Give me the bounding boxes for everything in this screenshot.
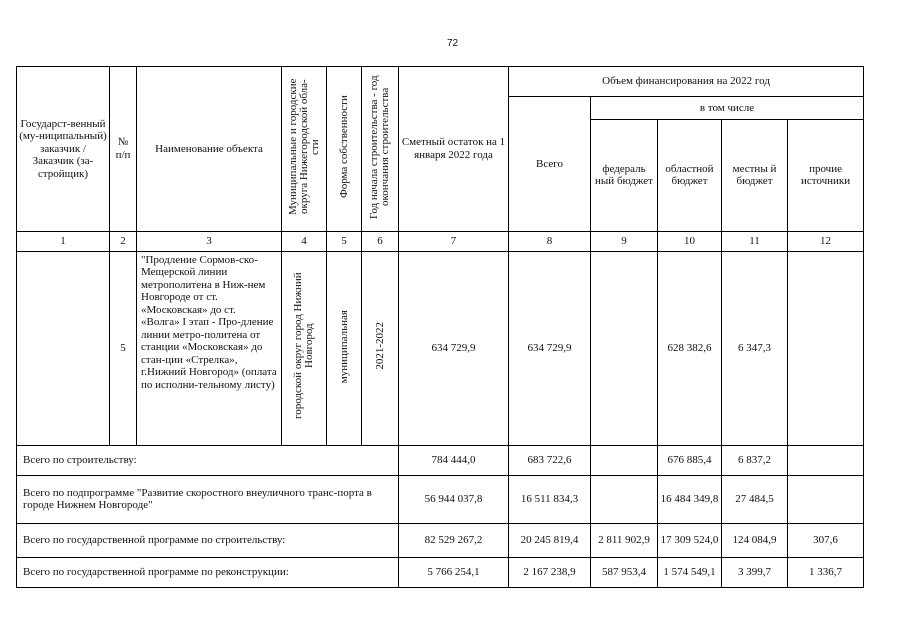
- object-ownership-cell: [327, 251, 362, 445]
- summary-remainder: 784 444,0: [399, 445, 509, 475]
- object-total: 634 729,9: [509, 251, 591, 445]
- col-number: 5: [327, 231, 362, 251]
- summary-regional: 676 885,4: [658, 445, 722, 475]
- header-row-1: [17, 67, 864, 97]
- header-municipality: Муниципальные и городские округа Нижегородской обла-сти: [286, 78, 321, 216]
- object-regional: 628 382,6: [658, 251, 722, 445]
- summary-local: 27 484,5: [722, 475, 788, 523]
- col-number: 2: [110, 231, 137, 251]
- summary-label: Всего по строительству:: [17, 445, 399, 475]
- header-including: в том числе: [591, 97, 864, 120]
- summary-local: 3 399,7: [722, 557, 788, 587]
- object-local: 6 347,3: [722, 251, 788, 445]
- object-row: [17, 251, 864, 445]
- column-number-row: [17, 231, 864, 251]
- col-number: 4: [282, 231, 327, 251]
- summary-federal: 587 953,4: [591, 557, 658, 587]
- object-federal: [591, 251, 658, 445]
- header-total: Всего: [509, 97, 591, 232]
- summary-remainder: 5 766 254,1: [399, 557, 509, 587]
- object-customer: [17, 251, 110, 445]
- summary-total: 20 245 819,4: [509, 523, 591, 557]
- summary-label: Всего по подпрограмме "Развитие скоростного внеуличного транс-порта в городе Нижнем Новгороде": [17, 475, 399, 523]
- summary-local: 124 084,9: [722, 523, 788, 557]
- summary-other: 307,6: [788, 523, 864, 557]
- header-federal: федераль ный бюджет: [591, 119, 658, 231]
- object-years-cell: [362, 251, 399, 445]
- summary-remainder: 56 944 037,8: [399, 475, 509, 523]
- object-ownership: муниципальная: [337, 309, 350, 383]
- header-regional: областной бюджет: [658, 119, 722, 231]
- page-number: 72: [446, 38, 459, 49]
- summary-remainder: 82 529 267,2: [399, 523, 509, 557]
- object-num: 5: [110, 251, 137, 445]
- col-number: 9: [591, 231, 658, 251]
- header-years-cell: [362, 67, 399, 232]
- header-years: Год начала строительства - год окончания строительства: [368, 75, 391, 219]
- summary-label: Всего по государственной программе по реконструкции:: [17, 557, 399, 587]
- col-number: 10: [658, 231, 722, 251]
- col-number: 11: [722, 231, 788, 251]
- col-number: 3: [137, 231, 282, 251]
- financing-table: [16, 66, 864, 588]
- summary-regional: 17 309 524,0: [658, 523, 722, 557]
- header-remainder: Сметный остаток на 1 января 2022 года: [399, 67, 509, 232]
- summary-row: [17, 445, 864, 475]
- header-ownership: Форма собственности: [337, 95, 350, 199]
- header-ownership-cell: [327, 67, 362, 232]
- object-remainder: 634 729,9: [399, 251, 509, 445]
- header-other: прочие источники: [788, 119, 864, 231]
- header-object-name: Наименование объекта: [137, 67, 282, 232]
- col-number: 8: [509, 231, 591, 251]
- summary-row: [17, 523, 864, 557]
- col-number: 7: [399, 231, 509, 251]
- summary-total: 683 722,6: [509, 445, 591, 475]
- summary-other: [788, 475, 864, 523]
- header-municipality-cell: [282, 67, 327, 232]
- summary-regional: 1 574 549,1: [658, 557, 722, 587]
- col-number: 6: [362, 231, 399, 251]
- header-customer: Государст-венный (му-ниципальный) заказчик / Заказчик (за-стройщик): [17, 67, 110, 232]
- summary-federal: [591, 445, 658, 475]
- object-municipality-cell: [282, 251, 327, 445]
- summary-other: 1 336,7: [788, 557, 864, 587]
- col-number: 1: [17, 231, 110, 251]
- summary-label: Всего по государственной программе по строительству:: [17, 523, 399, 557]
- object-municipality: городской округ город Нижний Новгород: [292, 272, 315, 420]
- summary-local: 6 837,2: [722, 445, 788, 475]
- summary-total: 16 511 834,3: [509, 475, 591, 523]
- summary-other: [788, 445, 864, 475]
- summary-row: [17, 475, 864, 523]
- summary-regional: 16 484 349,8: [658, 475, 722, 523]
- summary-federal: 2 811 902,9: [591, 523, 658, 557]
- header-num: № п/п: [110, 67, 137, 232]
- col-number: 12: [788, 231, 864, 251]
- summary-federal: [591, 475, 658, 523]
- object-years: 2021-2022: [373, 322, 386, 371]
- summary-total: 2 167 238,9: [509, 557, 591, 587]
- object-name: "Продление Сормов-ско-Мещерской линии метрополитена в Ниж-нем Новгороде от ст. «Московская» до ст. «Волга» I этап - Про-дление линии метро-политена от станции «Московская» до стан-ции «Стрелка», г.Нижний Новгород» (оплата по исполни-тельному листу): [137, 251, 282, 445]
- header-local: местны й бюджет: [722, 119, 788, 231]
- summary-row: [17, 557, 864, 587]
- object-other: [788, 251, 864, 445]
- header-financing: Объем финансирования на 2022 год: [509, 67, 864, 97]
